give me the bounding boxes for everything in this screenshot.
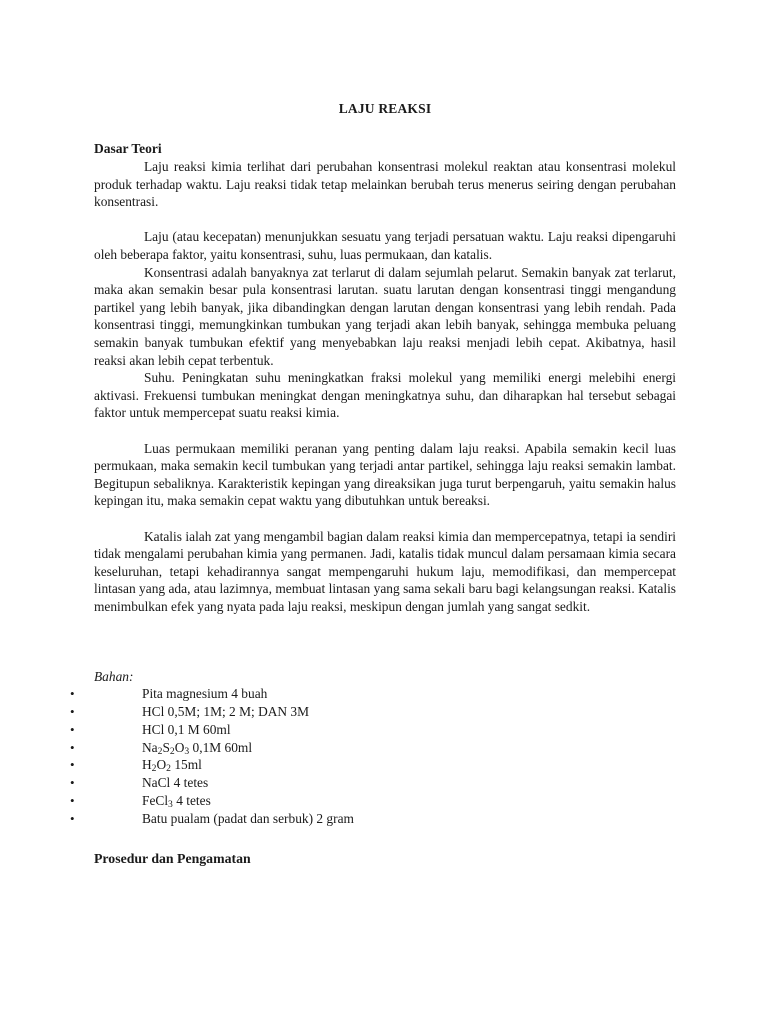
list-item [70,792,676,811]
list-item [70,685,676,703]
list-item [70,739,676,757]
bahan-list [70,685,676,827]
list-item [70,721,676,739]
list-item [70,703,676,721]
bullet-icon: • [70,721,75,737]
list-item-label: HCl 0,1 M 60ml [142,721,231,737]
section-heading-dasar-teori: Dasar Teori [94,140,162,156]
list-item-label: Pita magnesium 4 buah [142,686,268,702]
list-item-label: FeCl$_3$ 4 tetes [142,792,211,811]
list-item [70,774,676,792]
paragraph-pengertian-laju-reaksi: Laju reaksi kimia terlihat dari perubahan konsentrasi molekul reaktan atau konsentrasi molekul produk terhadap waktu. Laju reaksi tidak tetap melainkan berubah terus menerus seiring dengan perubahan konsentrasi. [94,159,676,210]
list-item-label: $H_2O_2$ 15ml [142,757,202,775]
list-item [70,810,676,828]
list-item-label: HCl 0,5M; 1M; 2 M; DAN 3M [142,703,310,719]
paragraph-luas-permukaan: Luas permukaan memiliki peranan yang penting dalam laju reaksi. Apabila semakin kecil luas permukaan, maka semakin kecil tumbukan yang terjadi antar partikel, sehingga laju reaksi semakin lambat. Begitupun sebaliknya. Karakteristik kepingan yang direaksikan juga turut berpengaruh, yaitu semakin halus kepingan itu, maka semakin cepat waktu yang dibutuhkan untuk bereaksi. [94,440,676,509]
document-body [70,100,676,867]
page-title: LAJU REAKSI [338,101,432,116]
bullet-icon: • [70,739,75,755]
paragraph-suhu: Suhu. Peningkatan suhu meningkatkan fraksi molekul yang memiliki energi melebihi energi aktivasi. Frekuensi tumbukan meningkat dengan meningkatnya suhu, dan diharapkan hal tersebut sebagai faktor untuk mempercepat suatu reaksi kimia. [94,370,676,421]
bullet-icon: • [70,792,75,808]
list-item-label: NaCl 4 tetes [142,775,209,791]
section-heading-prosedur-dan-pengamatan: Prosedur dan Pengamatan [94,850,251,866]
bullet-icon: • [70,703,75,719]
bahan-label: Bahan: [94,668,134,684]
list-item-label: $Na_2S_2O_3$ 0,1M 60ml [142,739,253,757]
list-item-label: Batu pualam (padat dan serbuk) 2 gram [142,810,354,826]
paragraph-katalis: Katalis ialah zat yang mengambil bagian dalam reaksi kimia dan mempercepatnya, tetapi ia sendiri tidak mengalami perubahan kimia yang permanen. Jadi, katalis tidak muncul dalam persamaan kimia secara keseluruhan, tetapi kehadirannya sangat mempengaruhi hukum laju, memodifikasi, dan mempercepat lintasan yang ada, atau lazimnya, membuat lintasan yang sama sekali baru bagi kelangsungan reaksi. Katalis menimbulkan efek yang nyata pada laju reaksi, meskipun dengan jumlah yang sangat sedkit. [94,528,676,614]
bullet-icon: • [70,775,75,791]
list-item [70,756,676,775]
bullet-icon: • [70,686,75,702]
paragraph-faktor-laju-reaksi: Laju (atau kecepatan) menunjukkan sesuatu yang terjadi persatuan waktu. Laju reaksi dipengaruhi oleh beberapa faktor, yaitu konsentrasi, suhu, luas permukaan, dan katalis. [94,229,676,263]
section-spacer [94,616,676,668]
bullet-icon: • [70,810,75,826]
paragraph-konsentrasi: Konsentrasi adalah banyaknya zat terlarut di dalam sejumlah pelarut. Semakin banyak zat terlarut, maka akan semakin besar pula konsentrasi larutan. suatu larutan dengan konsentrasi tinggi mengandung partikel yang lebih banyak, jika dibandingkan dengan larutan dengan konsentrasi yang lebih rendah. Pada konsentrasi tinggi, memungkinkan tumbukan yang terjadi akan lebih banyak, sehingga membuka peluang semakin banyak tumbukan efektif yang menyebabkan laju reaksi menjadi lebih cepat. Akibatnya, hasil reaksi akan lebih cepat terbentuk. [94,264,676,368]
bullet-icon: • [70,757,75,773]
